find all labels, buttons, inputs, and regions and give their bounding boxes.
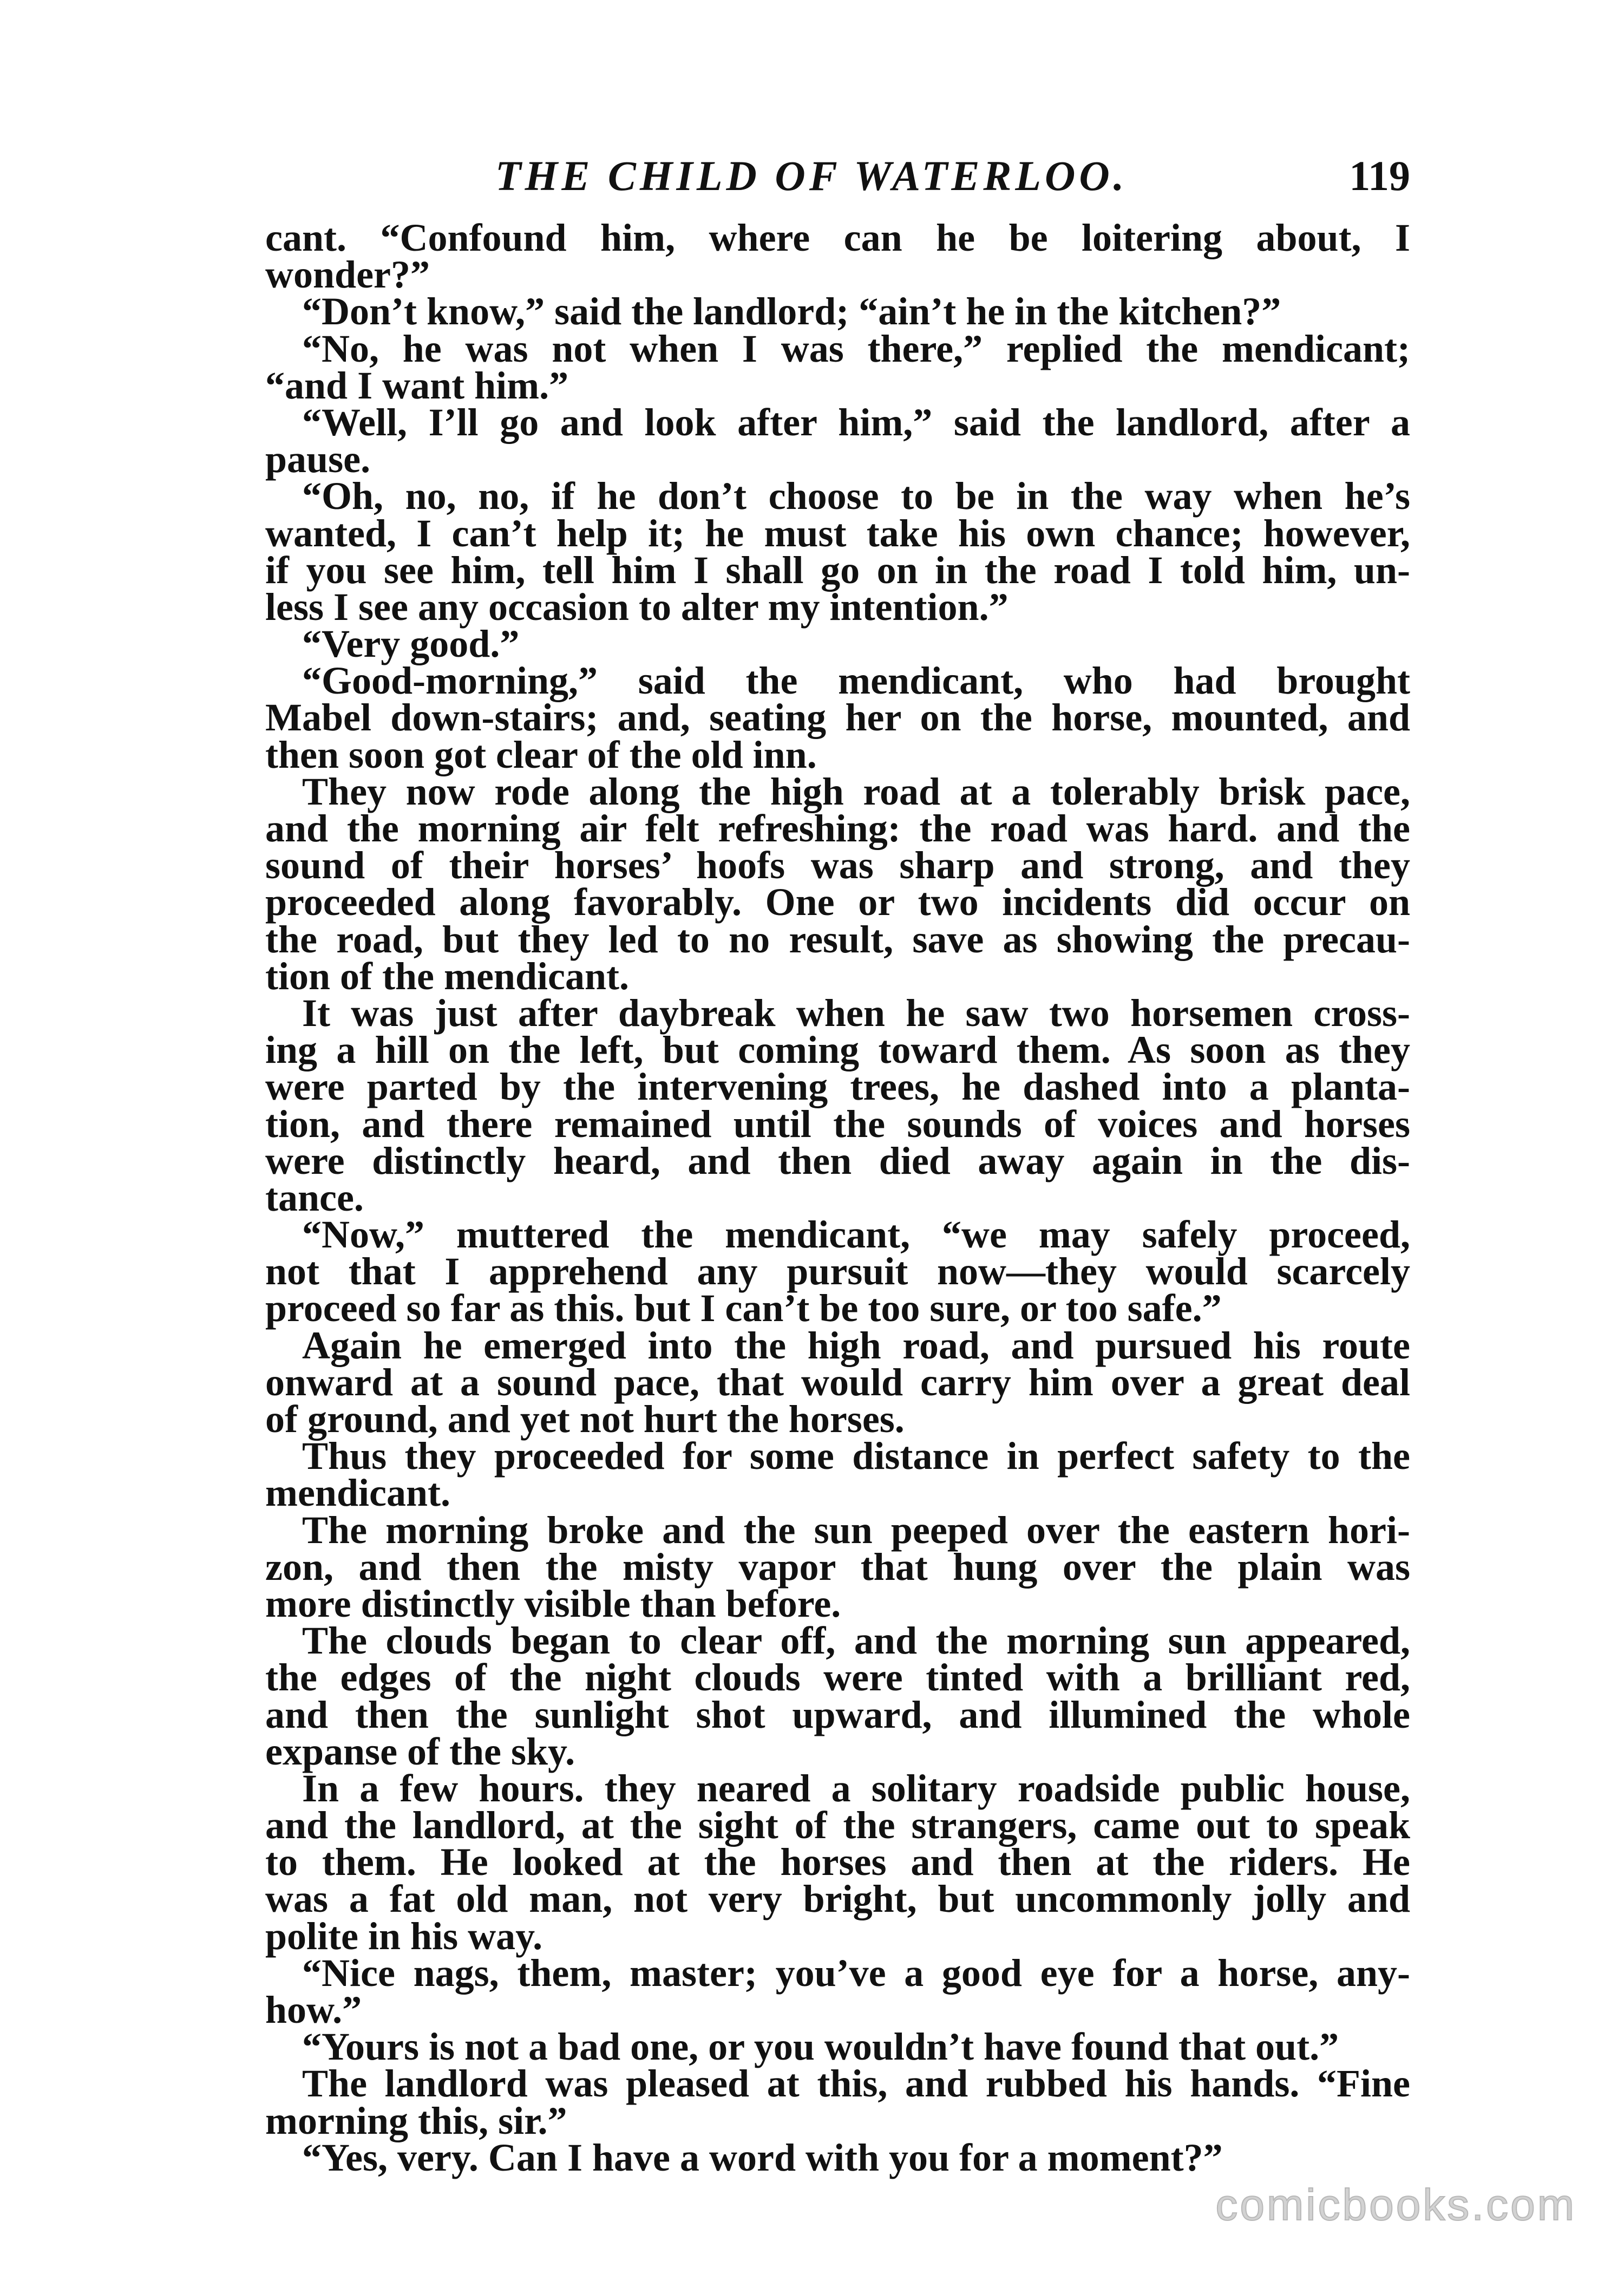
text-line: Thus they proceeded for some distance in perfect safety to the xyxy=(302,1434,1410,1478)
text-line: “Oh, no, no, if he don’t choose to be in the way when he’s xyxy=(302,474,1410,518)
text-line: expanse of the sky. xyxy=(265,1729,575,1773)
text-line: to them. He looked at the horses and then at the riders. He xyxy=(265,1840,1410,1884)
text-line: tion, and there remained until the sounds of voices and horses xyxy=(265,1102,1410,1146)
text-line: wonder?” xyxy=(265,253,430,297)
text-line: and the landlord, at the sight of the strangers, came out to speak xyxy=(265,1803,1410,1847)
text-line: more distinctly visible than before. xyxy=(265,1582,841,1625)
text-line: “Yes, very. Can I have a word with you for a moment?” xyxy=(302,2135,1223,2179)
text-line: morning this, sir.” xyxy=(265,2099,567,2142)
text-line: “Good-morning,” said the mendicant, who had brought xyxy=(302,659,1410,703)
text-line: the road, but they led to no result, save as showing the precau- xyxy=(265,917,1410,961)
text-line: “No, he was not when I was there,” replied the mendicant; xyxy=(302,326,1410,370)
chapter-title: THE CHILD OF WATERLOO. xyxy=(495,152,1128,199)
text-line: cant. “Confound him, where can he be loitering about, I xyxy=(265,216,1410,259)
text-line: ing a hill on the left, but coming toward them. As soon as they xyxy=(265,1028,1410,1072)
text-line: Again he emerged into the high road, and pursued his route xyxy=(302,1323,1410,1367)
text-line: were parted by the intervening trees, he dashed into a planta- xyxy=(265,1065,1410,1109)
body-text xyxy=(265,216,1410,2179)
running-header xyxy=(265,146,1410,206)
text-line: “Now,” muttered the mendicant, “we may safely proceed, xyxy=(302,1213,1410,1257)
text-line: sound of their horses’ hoofs was sharp and strong, and they xyxy=(265,844,1410,887)
text-line: The clouds began to clear off, and the morning sun appeared, xyxy=(302,1619,1410,1663)
text-line: were distinctly heard, and then died away again in the dis- xyxy=(265,1139,1410,1182)
text-line: mendicant. xyxy=(265,1471,450,1515)
text-line: “Don’t know,” said the landlord; “ain’t he in the kitchen?” xyxy=(302,290,1281,334)
text-line: The morning broke and the sun peeped over the eastern hori- xyxy=(302,1508,1410,1552)
page-number: 119 xyxy=(1349,152,1410,199)
text-line: not that I apprehend any pursuit now—they would scarcely xyxy=(265,1250,1410,1293)
text-line: tion of the mendicant. xyxy=(265,954,629,998)
text-line: zon, and then the misty vapor that hung over the plain was xyxy=(265,1545,1410,1589)
text-line: “Yours is not a bad one, or you wouldn’t have found that out.” xyxy=(302,2025,1339,2069)
text-line: and then the sunlight shot upward, and illumined the whole xyxy=(265,1693,1410,1736)
text-line: proceeded along favorably. One or two incidents did occur on xyxy=(265,880,1410,924)
text-line: proceed so far as this. but I can’t be too sure, or too safe.” xyxy=(265,1286,1222,1330)
text-line: then soon got clear of the old inn. xyxy=(265,733,817,776)
text-line: how.” xyxy=(265,1988,362,2031)
text-line: if you see him, tell him I shall go on in the road I told him, un- xyxy=(265,548,1410,592)
text-line: “Nice nags, them, master; you’ve a good eye for a horse, any- xyxy=(302,1951,1410,1995)
text-line: They now rode along the high road at a tolerably brisk pace, xyxy=(302,769,1410,813)
text-line: “and I want him.” xyxy=(265,363,569,407)
text-line: of ground, and yet not hurt the horses. xyxy=(265,1397,905,1441)
watermark: comicbooks.com xyxy=(1215,2180,1576,2230)
text-line: the edges of the night clouds were tinted with a brilliant red, xyxy=(265,1656,1410,1700)
text-line: less I see any occasion to alter my intention.” xyxy=(265,585,1009,629)
text-line: wanted, I can’t help it; he must take his own chance; however, xyxy=(265,511,1410,555)
text-line: polite in his way. xyxy=(265,1914,543,1958)
text-line: Mabel down-stairs; and, seating her on the horse, mounted, and xyxy=(265,696,1410,740)
text-line: “Well, I’ll go and look after him,” said the landlord, after a xyxy=(302,400,1410,444)
text-line: was a fat old man, not very bright, but uncommonly jolly and xyxy=(265,1877,1410,1921)
text-line: The landlord was pleased at this, and rubbed his hands. “Fine xyxy=(302,2062,1410,2106)
text-line: onward at a sound pace, that would carry him over a great deal xyxy=(265,1360,1410,1404)
text-line: pause. xyxy=(265,437,371,481)
text-line: tance. xyxy=(265,1175,364,1219)
text-line: It was just after daybreak when he saw two horsemen cross- xyxy=(302,991,1410,1035)
text-line: “Very good.” xyxy=(302,622,520,666)
text-line: and the morning air felt refreshing: the road was hard. and the xyxy=(265,807,1410,850)
text-line: In a few hours. they neared a solitary roadside public house, xyxy=(302,1766,1410,1810)
